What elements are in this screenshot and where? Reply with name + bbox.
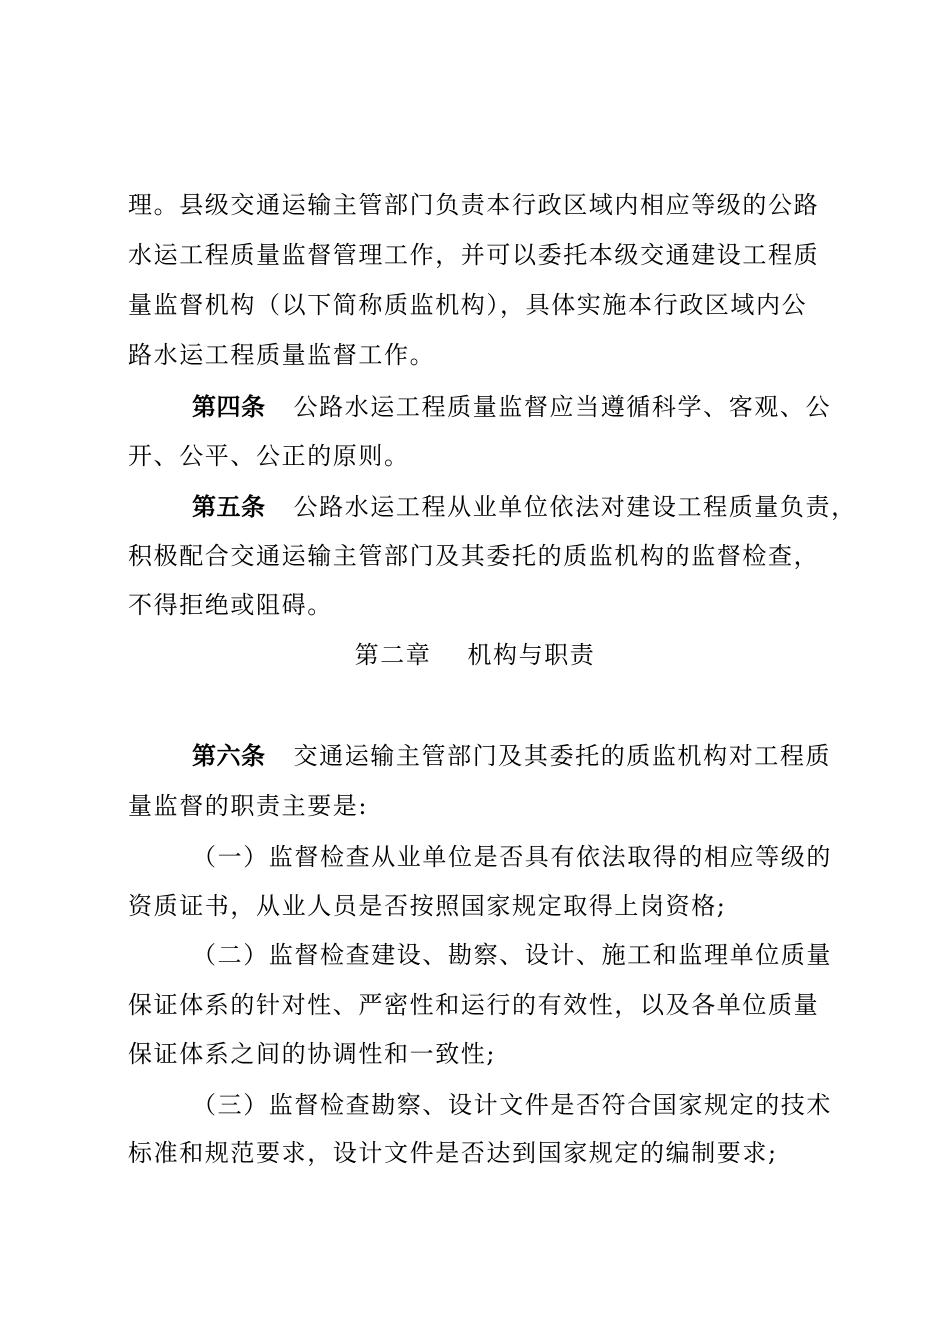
article-6-title: 第六条: [192, 741, 266, 770]
article-4-text: 公路水运工程质量监督应当遵循科学、客观、公: [293, 393, 832, 421]
text-line: 量监督的职责主要是:: [128, 792, 369, 820]
text-line: 理。县级交通运输主管部门负责本行政区域内相应等级的公路: [128, 191, 820, 219]
chapter-title: 机构与职责: [467, 641, 596, 669]
text-line: 积极配合交通运输主管部门及其委托的质监机构的监督检查，: [128, 542, 820, 570]
text-line: 量监督机构（以下简称质监机构），具体实施本行政区域内公: [128, 291, 808, 319]
text-line: 水运工程质量监督管理工作，并可以委托本级交通建设工程质: [128, 241, 820, 269]
text-line: 标准和规范要求，设计文件是否达到国家规定的编制要求;: [128, 1139, 778, 1167]
article-4: [192, 392, 831, 422]
article-4-title: 第四条: [192, 392, 266, 421]
list-item-1: （一）监督检查从业单位是否具有依法取得的相应等级的: [192, 843, 832, 871]
list-item-3: （三）监督检查勘察、设计文件是否符合国家规定的技术: [192, 1091, 832, 1119]
article-5: [192, 492, 857, 522]
text-line: 保证体系的针对性、严密性和运行的有效性，以及各单位质量: [128, 991, 820, 1019]
text-line: 开、公平、公正的原则。: [128, 442, 410, 470]
chapter-number: 第二章: [354, 641, 432, 669]
text-line: 资质证书，从业人员是否按照国家规定取得上岗资格;: [128, 892, 727, 920]
article-5-title: 第五条: [192, 492, 266, 521]
article-5-text: 公路水运工程从业单位依法对建设工程质量负责，: [293, 493, 857, 521]
text-line: 不得拒绝或阻碍。: [128, 591, 333, 619]
text-line: 路水运工程质量监督工作。: [128, 341, 436, 369]
text-line: 保证体系之间的协调性和一致性;: [128, 1040, 497, 1068]
chapter-heading: [0, 640, 950, 670]
list-item-2: （二）监督检查建设、勘察、设计、施工和监理单位质量: [192, 941, 832, 969]
article-6: [192, 741, 831, 771]
article-6-text: 交通运输主管部门及其委托的质监机构对工程质: [293, 742, 832, 770]
